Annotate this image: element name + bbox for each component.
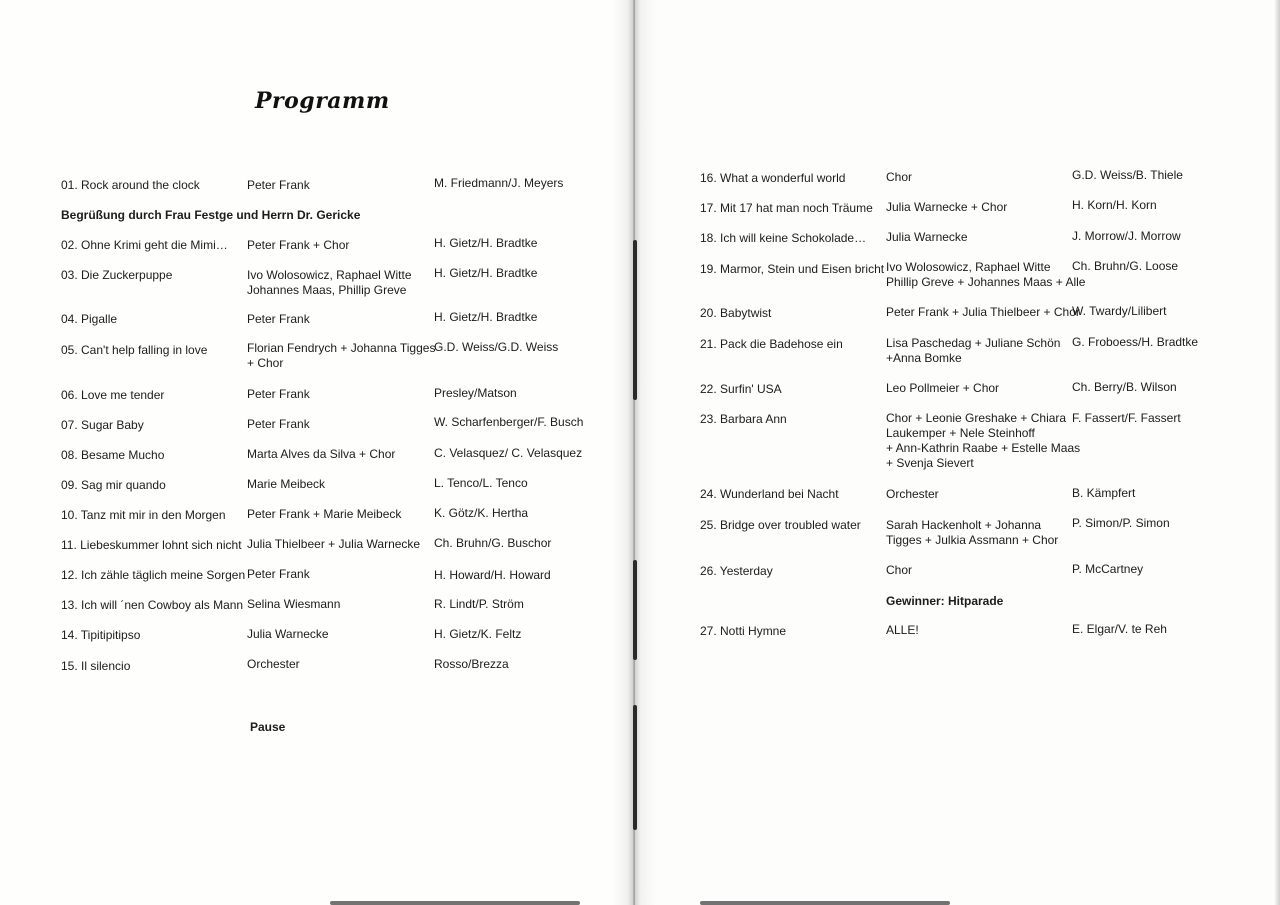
program-composer: W. Twardy/Lilibert [1072,304,1167,318]
program-composer: H. Gietz/H. Bradtke [434,236,538,250]
program-performer: ALLE! [886,623,919,637]
program-song-title: 15. Il silencio [61,659,131,673]
program-composer: C. Velasquez/ C. Velasquez [434,446,583,460]
program-song-title: 24. Wunderland bei Nacht [700,487,839,501]
program-composer: P. McCartney [1072,562,1144,576]
program-song-title: 25. Bridge over troubled water [700,518,861,532]
program-performer: Peter Frank [247,567,310,581]
program-composer: G.D. Weiss/G.D. Weiss [434,340,559,354]
program-song-title: 11. Liebeskummer lohnt sich nicht [61,538,242,552]
fold-crease-mark [633,560,637,660]
program-song-title: 21. Pack die Badehose ein [700,337,843,351]
program-composer: H. Korn/H. Korn [1072,198,1157,212]
program-performer: Selina Wiesmann [247,597,341,611]
program-song-title: 13. Ich will ´nen Cowboy als Mann [61,598,244,612]
program-composer: G.D. Weiss/B. Thiele [1072,168,1183,182]
program-performer: Peter Frank + Marie Meibeck [247,507,402,521]
program-performer: Florian Fendrych + Johanna Tigges + Chor [247,341,436,370]
program-song-title: 20. Babytwist [700,306,772,320]
program-composer: P. Simon/P. Simon [1072,516,1170,530]
program-performer: Julia Warnecke [886,230,968,244]
program-song-title: 17. Mit 17 hat man noch Träume [700,201,873,215]
program-performer: Peter Frank + Chor [247,238,350,252]
program-performer: Chor [886,563,913,577]
program-performer: Peter Frank [247,312,310,326]
program-song-title: 05. Can't help falling in love [61,343,208,357]
page-edge-shadow [1274,0,1280,905]
program-song-title: 12. Ich zähle täglich meine Sorgen [61,568,246,582]
bottom-edge-shadow [700,901,950,905]
program-composer: J. Morrow/J. Morrow [1072,229,1181,243]
program-composer: W. Scharfenberger/F. Busch [434,415,584,429]
program-composer: H. Gietz/H. Bradtke [434,310,538,324]
program-composer: H. Howard/H. Howard [434,568,551,582]
program-composer: F. Fassert/F. Fassert [1072,411,1181,425]
program-performer: Ivo Wolosowicz, Raphael Witte Phillip Greve + Johannes Maas + Alle [886,260,1086,289]
program-song-title: 23. Barbara Ann [700,412,787,426]
fold-crease-mark [633,705,637,830]
program-song-title: 22. Surfin' USA [700,382,782,396]
program-performer: Marta Alves da Silva + Chor [247,447,396,461]
program-song-title: 06. Love me tender [61,388,165,402]
program-performer: Ivo Wolosowicz, Raphael Witte Johannes Maas, Phillip Greve [247,268,412,297]
program-performer: Chor [886,170,913,184]
program-composer: B. Kämpfert [1072,486,1136,500]
program-song-title: 04. Pigalle [61,312,118,326]
program-performer: Peter Frank [247,178,310,192]
bottom-edge-shadow [330,901,580,905]
program-song-title: 18. Ich will keine Schokolade… [700,231,867,245]
program-composer: R. Lindt/P. Ström [434,597,524,611]
program-song-title: 16. What a wonderful world [700,171,846,185]
greeting-line: Begrüßung durch Frau Festge und Herrn Dr. Gericke [61,208,361,222]
program-composer: M. Friedmann/J. Meyers [434,176,564,190]
program-performer: Julia Warnecke [247,627,329,641]
program-composer: Presley/Matson [434,386,517,400]
program-composer: L. Tenco/L. Tenco [434,476,528,490]
program-song-title: 01. Rock around the clock [61,178,200,192]
program-song-title: 09. Sag mir quando [61,478,166,492]
program-song-title: 08. Besame Mucho [61,448,165,462]
program-composer: H. Gietz/H. Bradtke [434,266,538,280]
program-composer: Ch. Berry/B. Wilson [1072,380,1177,394]
program-composer: G. Froboess/H. Bradtke [1072,335,1199,349]
program-performer: Lisa Paschedag + Juliane Schön +Anna Bomke [886,336,1061,365]
program-composer: K. Götz/K. Hertha [434,506,529,520]
program-song-title: 10. Tanz mit mir in den Morgen [61,508,226,522]
program-performer: Peter Frank [247,387,310,401]
program-performer: Julia Thielbeer + Julia Warnecke [247,537,421,551]
program-composer: Ch. Bruhn/G. Loose [1072,259,1179,273]
program-composer: H. Gietz/K. Feltz [434,627,522,641]
program-composer: Ch. Bruhn/G. Buschor [434,536,552,550]
program-song-title: 14. Tipitipitipso [61,628,141,642]
program-composer: Rosso/Brezza [434,657,509,671]
program-performer: Marie Meibeck [247,477,326,491]
program-performer: Sarah Hackenholt + Johanna Tigges + Julkia Assmann + Chor [886,518,1059,547]
program-song-title: 03. Die Zuckerpuppe [61,268,173,282]
program-performer: Peter Frank + Julia Thielbeer + Chor [886,305,1080,319]
program-title: Programm [255,88,390,114]
program-song-title: 19. Marmor, Stein und Eisen bricht [700,262,885,276]
program-composer: E. Elgar/V. te Reh [1072,622,1167,636]
program-performer: Orchester [247,657,300,671]
winner-line: Gewinner: Hitparade [886,594,1004,608]
program-performer: Leo Pollmeier + Chor [886,381,1000,395]
program-song-title: 26. Yesterday [700,564,773,578]
program-song-title: 02. Ohne Krimi geht die Mimi… [61,238,228,252]
program-song-title: 27. Notti Hymne [700,624,787,638]
program-performer: Orchester [886,487,939,501]
program-performer: Peter Frank [247,417,310,431]
fold-crease-mark [633,240,637,400]
program-song-title: 07. Sugar Baby [61,418,144,432]
program-performer: Chor + Leonie Greshake + Chiara Laukemper + Nele Steinhoff + Ann-Kathrin Raabe + Estelle Maas + Svenja Sievert [886,411,1081,470]
program-performer: Julia Warnecke + Chor [886,200,1008,214]
pause-label: Pause [250,720,286,734]
